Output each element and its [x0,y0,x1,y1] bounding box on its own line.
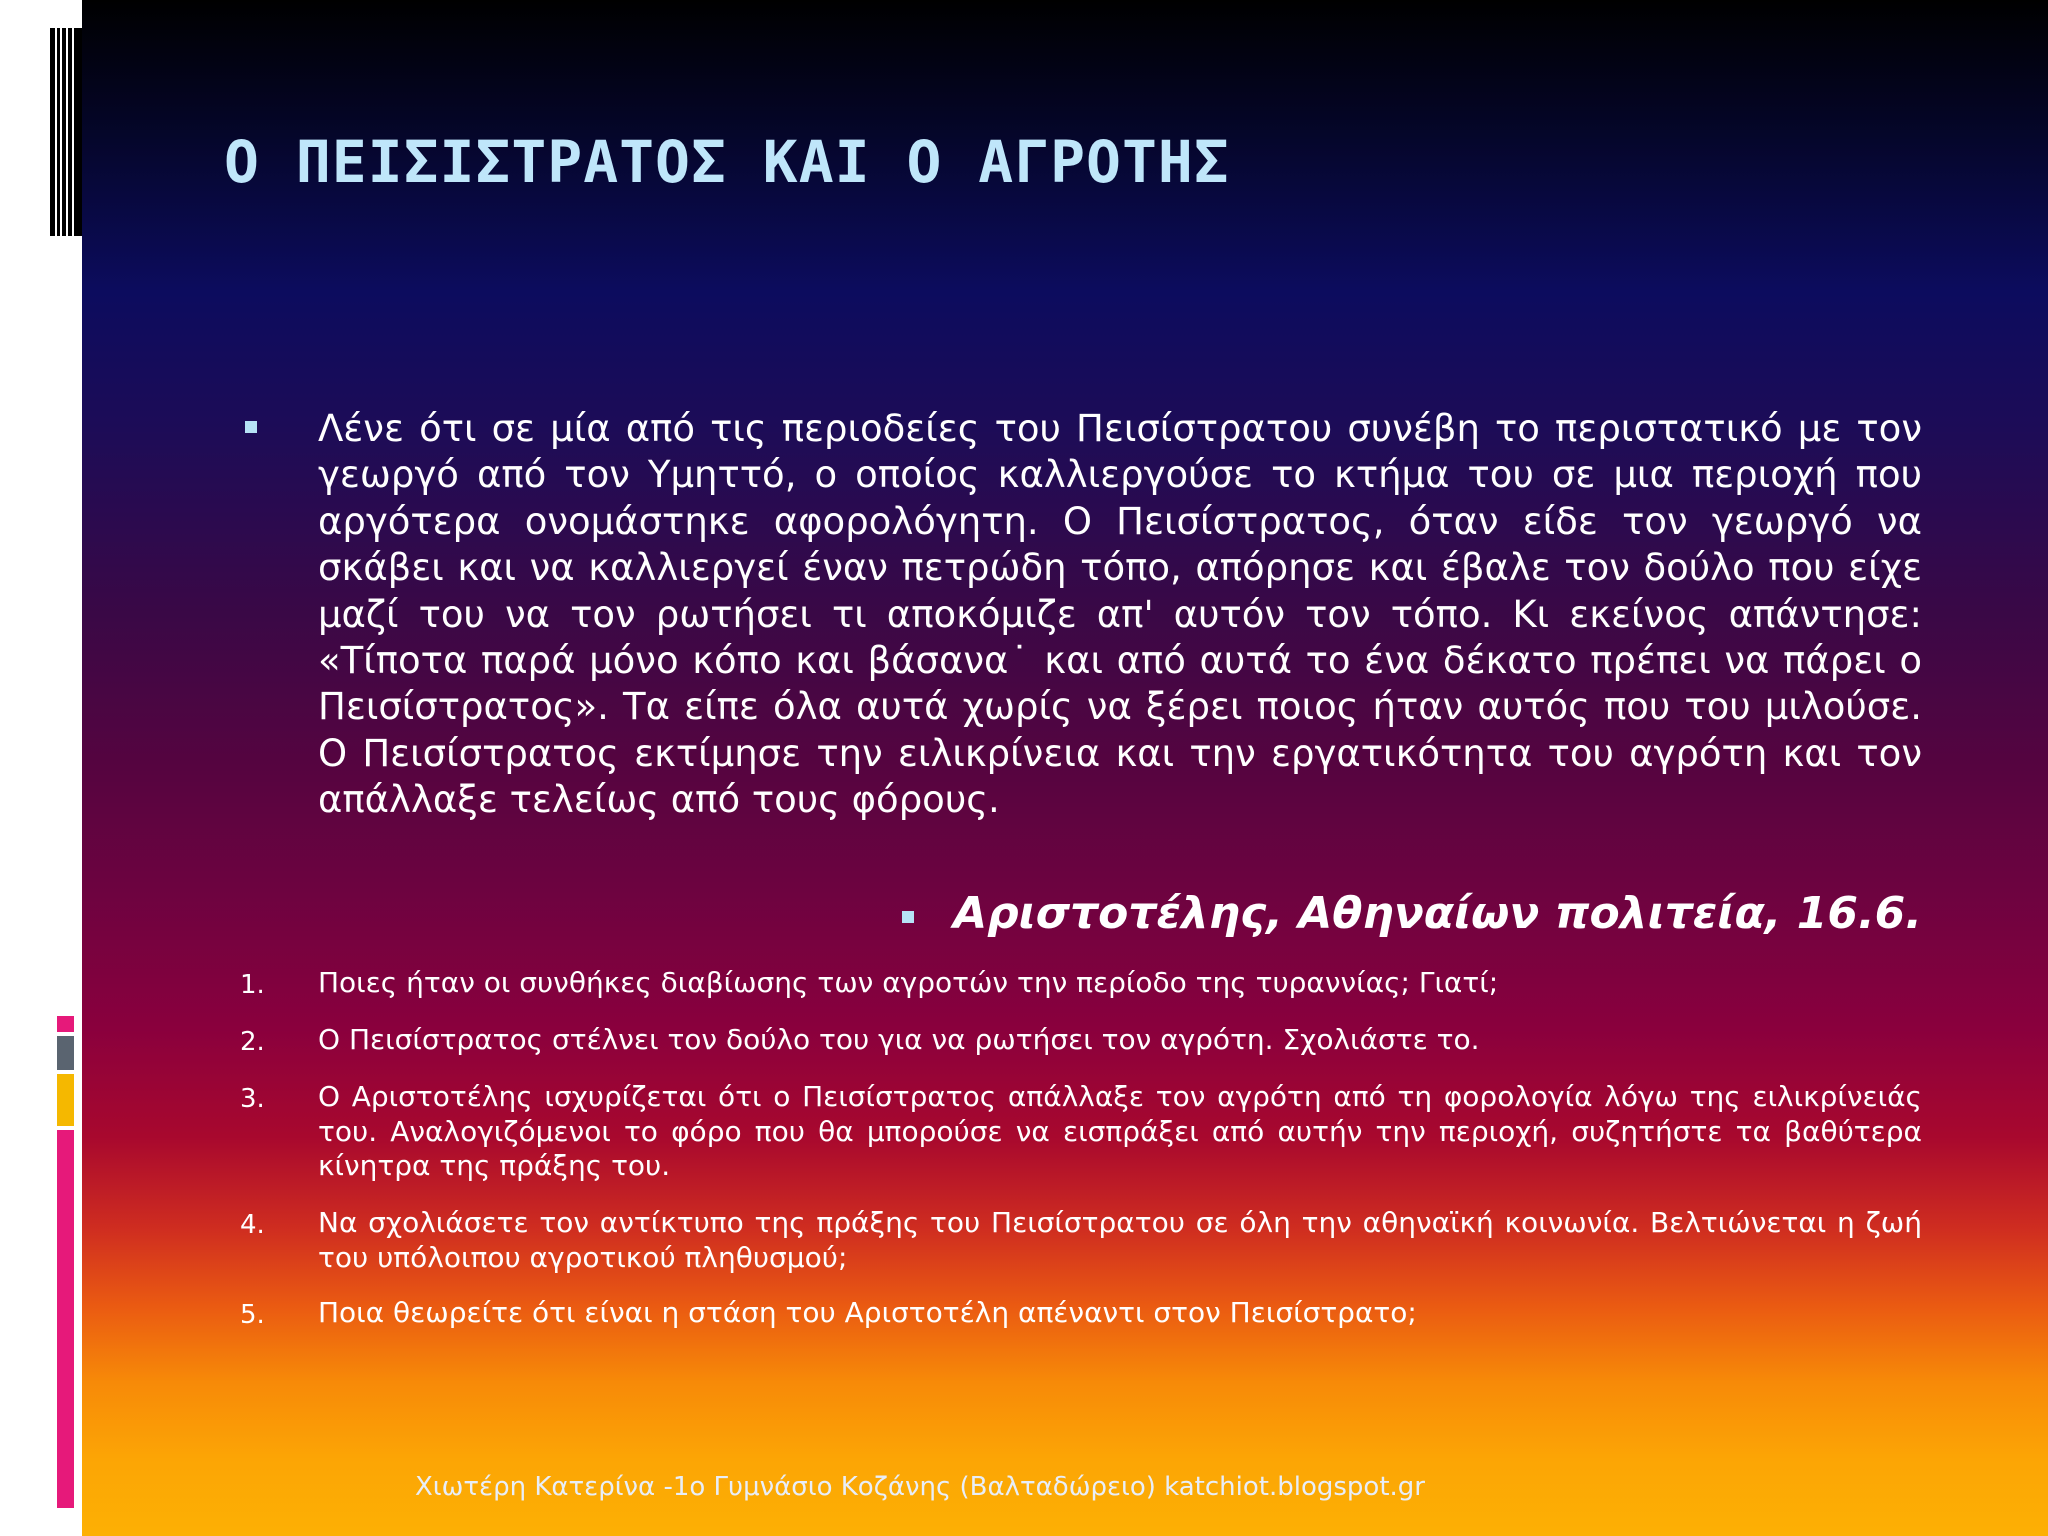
question-text: Να σχολιάσετε τον αντίκτυπο της πράξης του Πεισίστρατου σε όλη την αθηναϊκή κοινωνία. Βελτιώνεται η ζωή του υπόλοιπου αγροτικού πληθυσμού; [318,1206,1922,1274]
question-number: 4. [240,1210,265,1240]
decor-bar-black [57,28,60,236]
decor-bar-gray [57,1036,74,1070]
slide-title: Ο ΠΕΙΣΙΣΤΡΑΤΟΣ ΚΑΙ Ο ΑΓΡΟΤΗΣ [224,128,1230,196]
decor-bar-gold [57,1074,74,1126]
question-number: 1. [240,970,265,1000]
question-number: 5. [240,1300,265,1330]
slide-footer: Χιωτέρη Κατερίνα -1ο Γυμνάσιο Κοζάνης (Βαλταδώρειο) katchiot.blogspot.gr [415,1472,1425,1502]
bullet-square-icon [902,911,914,923]
decor-bar-pink [57,1016,74,1032]
question-text: Ποιες ήταν οι συνθήκες διαβίωσης των αγροτών την περίοδο της τυραννίας; Γιατί; [318,966,1499,999]
decor-bar-black [74,28,82,236]
main-paragraph: Λένε ότι σε μία από τις περιοδείες του Πεισίστρατου συνέβη το περιστατικό με τον γεωργό από τον Υμηττό, ο οποίος καλλιεργούσε το κτήμα του σε μια περιοχή που αργότερα ονομάστηκε αφορολόγητη. Ο Πεισίστρατος, όταν είδε τον γεωργό να σκάβει και να καλλιεργεί έναν πετρώδη τόπο, απόρησε και έβαλε τον δούλο που είχε μαζί του να τον ρωτήσει τι αποκόμιζε απ' αυτόν τον τόπο. Κι εκείνος απάντησε: «Τίποτα παρά μόνο κόπο και βάσανα˙ και από αυτά το ένα δέκατο πρέπει να πάρει ο Πεισίστρατος». Τα είπε όλα αυτά χωρίς να ξέρει ποιος ήταν αυτός που του μιλούσε. Ο Πεισίστρατος εκτίμησε την ειλικρίνεια και την εργατικότητα του αγρότη και τον απάλλαξε τελείως από τους φόρους. [318,407,1922,822]
decor-bar-black [68,28,72,236]
question-text: Ο Πεισίστρατος στέλνει τον δούλο του για να ρωτήσει τον αγρότη. Σχολιάστε το. [318,1023,1480,1056]
question-text: Ο Αριστοτέλης ισχυρίζεται ότι ο Πεισίστρατος απάλλαξε τον αγρότη από τη φορολογία λόγω της ειλικρίνειάς του. Αναλογιζόμενοι το φόρο που θα μπορούσε να εισπράξει από αυτήν την περιοχή, συζητήστε τα βαθύτερα κίνητρα της πράξης του. [318,1080,1922,1182]
left-decor-strip [0,0,82,1536]
source-citation: Αριστοτέλης, Αθηναίων πολιτεία, 16.6. [953,888,1922,939]
question-number: 2. [240,1027,265,1057]
bullet-square-icon [245,421,257,433]
decor-bar-black [62,28,66,236]
question-number: 3. [240,1084,265,1114]
question-text: Ποια θεωρείτε ότι είναι η στάση του Αριστοτέλη απέναντι στον Πεισίστρατο; [318,1296,1417,1329]
decor-bar-pink [57,1130,74,1508]
decor-bar-black [50,28,55,236]
